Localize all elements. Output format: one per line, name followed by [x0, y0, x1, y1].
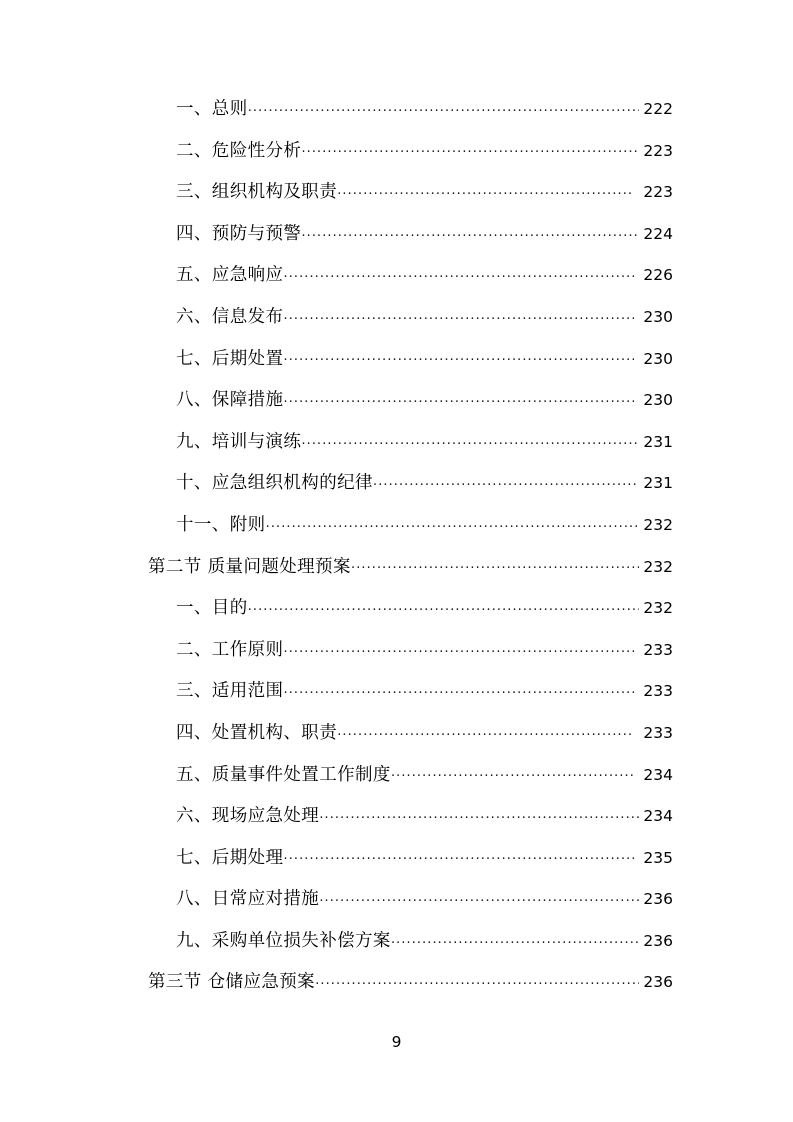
toc-entry-page-number: 235	[643, 848, 673, 867]
toc-entry-page-number: 233	[643, 682, 673, 701]
toc-entry[interactable]	[148, 556, 673, 598]
toc-entry-page-number: 222	[643, 100, 673, 118]
dot-leader	[301, 223, 639, 239]
toc-entry[interactable]	[148, 181, 673, 223]
toc-entry-page-number: 236	[643, 973, 673, 992]
toc-entry-title: 三、适用范围	[176, 681, 284, 702]
dot-leader	[301, 431, 639, 447]
toc-entry-title: 四、预防与预警	[176, 223, 302, 244]
toc-entry[interactable]	[148, 680, 673, 722]
toc-entry-title: 三、组织机构及职责	[176, 182, 338, 203]
toc-entry-page-number: 230	[643, 349, 673, 368]
dot-leader	[283, 847, 634, 863]
toc-entry[interactable]	[148, 98, 673, 140]
toc-entry-page-number: 230	[643, 307, 673, 326]
toc-entry-title: 第二节 质量问题处理预案	[148, 556, 351, 577]
toc-entry-title: 八、保障措施	[176, 390, 284, 411]
toc-entry-page-number: 236	[643, 931, 673, 950]
toc-entry[interactable]	[148, 472, 673, 514]
toc-entry-page-number: 236	[643, 890, 673, 909]
dot-leader	[283, 680, 634, 696]
toc-entry[interactable]	[148, 348, 673, 390]
toc-entry-title: 九、培训与演练	[176, 431, 302, 452]
toc-entry-title: 二、工作原则	[176, 639, 284, 660]
toc-entry-title: 第三节 仓储应急预案	[148, 972, 316, 993]
toc-entry-page-number: 233	[643, 640, 673, 659]
dot-leader	[391, 930, 639, 946]
toc-entry[interactable]	[148, 306, 673, 348]
dot-leader	[315, 971, 639, 987]
toc-entry-title: 四、处置机构、职责	[176, 722, 338, 743]
toc-entry-page-number: 224	[643, 224, 673, 243]
toc-entry[interactable]	[148, 639, 673, 681]
toc-entry[interactable]	[148, 764, 673, 806]
toc-entry-page-number: 223	[643, 141, 673, 160]
toc-entry-page-number: 234	[643, 765, 673, 784]
dot-leader	[351, 556, 639, 572]
dot-leader	[319, 805, 639, 821]
toc-entry-title: 七、后期处理	[176, 847, 284, 868]
toc-entry-title: 七、后期处置	[176, 348, 284, 369]
toc-entry-page-number: 234	[643, 807, 673, 826]
dot-leader	[337, 722, 634, 738]
dot-leader	[319, 888, 639, 904]
toc-entry-page-number: 233	[643, 723, 673, 742]
toc-entry[interactable]	[148, 805, 673, 847]
toc-entry-title: 二、危险性分析	[176, 140, 302, 161]
toc-entry[interactable]	[148, 888, 673, 930]
toc-entry-title: 六、现场应急处理	[176, 806, 320, 827]
dot-leader	[248, 98, 639, 114]
dot-leader	[391, 764, 634, 780]
toc-entry[interactable]	[148, 264, 673, 306]
dot-leader	[248, 597, 639, 613]
toc-entry[interactable]	[148, 971, 673, 1013]
toc-entry[interactable]	[148, 514, 673, 556]
toc-entry[interactable]	[148, 389, 673, 431]
toc-entry-page-number: 232	[643, 515, 673, 534]
toc-entry-title: 九、采购单位损失补偿方案	[176, 930, 391, 951]
toc-entry-page-number: 231	[643, 432, 673, 451]
toc-entry-page-number: 226	[643, 266, 673, 285]
toc-entry-title: 五、质量事件处置工作制度	[176, 764, 391, 785]
dot-leader	[283, 306, 634, 322]
toc-entry[interactable]	[148, 223, 673, 265]
toc-entry[interactable]	[148, 930, 673, 972]
toc-entry[interactable]	[148, 597, 673, 639]
dot-leader	[283, 639, 634, 655]
toc-entry-title: 十一、附则	[176, 514, 266, 535]
page-number: 9	[391, 1033, 402, 1051]
toc-entry-page-number: 223	[643, 183, 673, 202]
toc-entry-page-number: 231	[643, 474, 673, 493]
dot-leader	[266, 514, 640, 530]
dot-leader	[337, 181, 634, 197]
toc-entry[interactable]	[148, 431, 673, 473]
page-footer	[0, 1032, 793, 1051]
toc-entry-title: 一、总则	[176, 99, 248, 119]
toc-entry[interactable]	[148, 722, 673, 764]
toc-entry-page-number: 230	[643, 391, 673, 410]
toc-entry-page-number: 232	[643, 557, 673, 576]
dot-leader	[283, 348, 634, 364]
toc-entry-title: 八、日常应对措施	[176, 889, 320, 910]
dot-leader	[373, 472, 639, 488]
toc-entry-title: 六、信息发布	[176, 306, 284, 327]
toc-entry-title: 十、应急组织机构的纪律	[176, 473, 373, 494]
toc-entry[interactable]	[148, 847, 673, 889]
toc-entry-title: 五、应急响应	[176, 265, 284, 286]
toc-entry-page-number: 232	[643, 599, 673, 618]
toc-entry-title: 一、目的	[176, 598, 248, 619]
toc-entry[interactable]	[148, 140, 673, 182]
dot-leader	[301, 140, 639, 156]
dot-leader	[283, 264, 634, 280]
dot-leader	[283, 389, 634, 405]
table-of-contents	[148, 98, 673, 1013]
